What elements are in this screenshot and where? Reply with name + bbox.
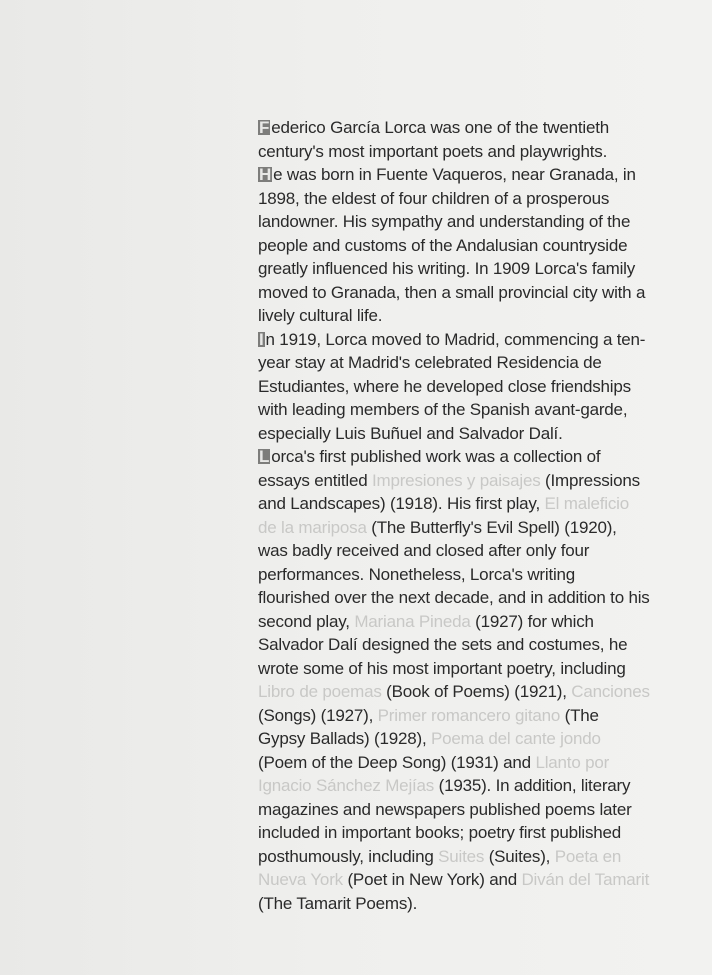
paragraph-text: ederico García Lorca was one of the twentieth century's most important poets and playwrights.: [258, 118, 609, 161]
paragraph-text: (Impressions and Landscapes) (1918). His first play,: [258, 470, 640, 513]
drop-cap: L: [259, 447, 270, 466]
paragraph-text: e was born in Fuente Vaqueros, near Granada, in 1898, the eldest of four children of a prosperous landowner. His sympathy and understanding of the people and customs of the Andalusian countryside greatly influenced his writing. In 1909 Lorca's family moved to Granada, then a small provincial city with a lively cultural life.: [258, 165, 646, 325]
paragraph-4: [258, 445, 650, 915]
faint-work-title: Impresiones y paisajes: [371, 470, 541, 490]
paragraph-text: (1935). In addition, literary magazines and newspapers published poems later included in important books; poetry first published posthumously, including: [258, 776, 632, 866]
drop-cap: F: [259, 118, 270, 137]
faint-work-title: Poeta en Nueva York: [258, 846, 622, 889]
drop-cap: H: [259, 165, 272, 184]
paragraph-text: (Poem of the Deep Song) (1931) and: [258, 752, 536, 772]
paragraph-2: [258, 163, 650, 328]
paragraph-text: (The Butterfly's Evil Spell) (1920), was badly received and closed after only four performances. Nonetheless, Lorca's writing flourished over the next decade, and in addition to his second play,: [258, 517, 650, 631]
paragraph-text: (Songs) (1927),: [258, 705, 378, 725]
biography-text: [258, 116, 650, 915]
faint-work-title: Llanto por Ignacio Sánchez Mejías: [258, 752, 610, 795]
paragraph-text: orca's first published work was a collection of essays entitled: [258, 447, 601, 490]
paragraph-text: (Book of Poems) (1921),: [381, 682, 572, 701]
paragraph-text: n 1919, Lorca moved to Madrid, commencing a ten-year stay at Madrid's celebrated Residencia de Estudiantes, where he developed close friendships with leading members of the Spanish avant-garde, especially Luis Buñuel and Salvador Dalí.: [258, 329, 646, 443]
paragraph-1: [258, 116, 650, 163]
paragraph-text: (The Gypsy Ballads) (1928),: [258, 705, 599, 748]
faint-work-title: El maleficio de la mariposa: [258, 494, 630, 537]
faint-work-title: Libro de poemas: [258, 682, 382, 701]
faint-work-title: Mariana Pineda: [354, 611, 471, 631]
paragraph-text: (Suites),: [484, 846, 555, 866]
faint-work-title: Suites: [438, 846, 485, 866]
paragraph-text: (Poet in New York) and: [342, 870, 522, 889]
faint-work-title: Primer romancero gitano: [377, 705, 561, 725]
drop-cap: I: [259, 329, 264, 349]
paragraph-text: (The Tamarit Poems).: [258, 893, 418, 913]
paragraph-text: (1927) for which Salvador Dalí designed the sets and costumes, he wrote some of his most important poetry, including: [258, 611, 628, 678]
faint-work-title: Canciones: [571, 682, 650, 701]
faint-work-title: Poema del cante jondo: [431, 729, 601, 748]
faint-work-title: Diván del Tamarit: [521, 870, 650, 889]
paragraph-3: [258, 328, 650, 446]
